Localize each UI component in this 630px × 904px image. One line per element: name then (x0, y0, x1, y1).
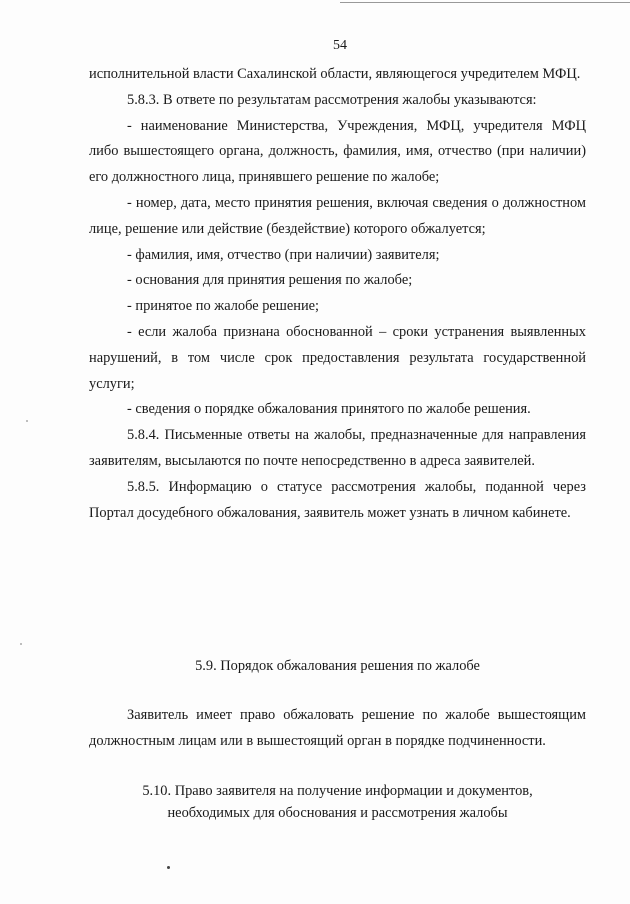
page-number: 54 (333, 38, 347, 53)
paragraph: 5.8.3. В ответе по результатам рассмотрения жалобы указываются: (127, 91, 537, 108)
paragraph: исполнительной власти Сахалинской области, являющегося учредителем МФЦ. (89, 66, 581, 82)
heading-line: 5.10. Право заявителя на получение информации и документов, (142, 783, 533, 799)
paragraph: Заявитель имеет право обжаловать решение по жалобе вышестоящим должностным лицам или в вышестоящий орган в порядке подчиненности. (89, 707, 586, 749)
paragraph: - наименование Министерства, Учреждения, МФЦ, учредителя МФЦ либо вышестоящего органа, должность, фамилия, имя, отчество (при наличии) его должностного лица, принявшего решение по жалобе; (89, 117, 586, 186)
heading-line: необходимых для обоснования и рассмотрения жалобы (167, 805, 508, 821)
paragraph: - принятое по жалобе решение; (127, 298, 320, 315)
scan-speck (26, 420, 28, 422)
scan-speck (20, 643, 22, 645)
body-text (89, 62, 586, 526)
scan-edge-line (340, 2, 630, 3)
paragraph: - сведения о порядке обжалования принятого по жалобе решения. (127, 401, 531, 418)
section-heading-5-10 (89, 780, 586, 824)
paragraph: - фамилия, имя, отчество (при наличии) заявителя; (127, 246, 440, 263)
paragraph: - номер, дата, место принятия решения, включая сведения о должностном лице, решение или действие (бездействие) которого обжалуется; (89, 194, 586, 237)
paragraph: 5.8.4. Письменные ответы на жалобы, предназначенные для направления заявителям, высылаются по почте непосредственно в адреса заявителей. (89, 427, 586, 469)
paragraph: - если жалоба признана обоснованной – сроки устранения выявленных нарушений, в том числе срок предоставления результата государственной услуги; (89, 323, 586, 392)
scan-speck (167, 866, 170, 869)
section-heading-5-9: 5.9. Порядок обжалования решения по жалобе (195, 658, 480, 674)
paragraph: - основания для принятия решения по жалобе; (127, 272, 413, 289)
paragraph: 5.8.5. Информацию о статусе рассмотрения жалобы, поданной через Портал досудебного обжалования, заявитель может узнать в личном кабинете. (89, 478, 586, 521)
section-5-9-text (89, 703, 586, 755)
